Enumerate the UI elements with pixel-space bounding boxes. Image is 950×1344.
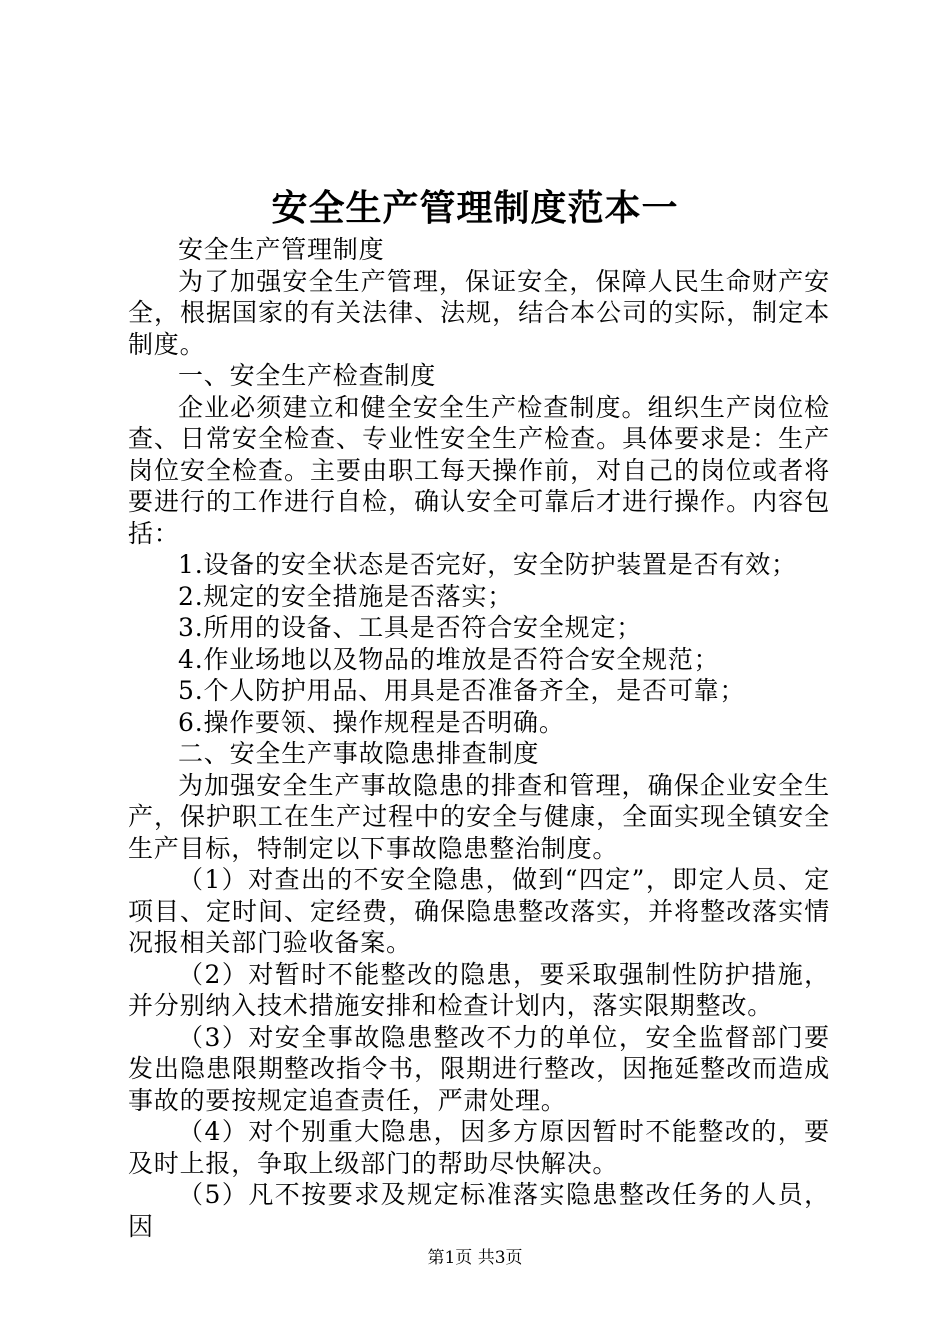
section-heading-2: 二、安全生产事故隐患排查制度: [178, 739, 540, 768]
paragraph-section-2: 为加强安全生产事故隐患的排查和管理，确保企业安全生产，保护职工在生产过程中的安全与健康，全面实现全镇安全生产目标，特制定以下事故隐患整治制度。: [128, 770, 830, 863]
page-number-footer: 第1页 共3页: [427, 1248, 523, 1268]
paragraph-intro: 为了加强安全生产管理，保证安全，保障人民生命财产安全，根据国家的有关法律、法规，结合本公司的实际，制定本制度。: [128, 266, 830, 359]
clause-3: （3）对安全事故隐患整改不力的单位，安全监督部门要发出隐患限期整改指令书，限期进行整改，因拖延整改而造成事故的要按规定追查责任，严肃处理。: [128, 1022, 830, 1115]
document-title: 安全生产管理制度范本一: [271, 187, 679, 229]
paragraph-heading-main: 安全生产管理制度: [178, 235, 385, 264]
section-heading-1: 一、安全生产检查制度: [178, 361, 437, 390]
list-item-5: 5.个人防护用品、用具是否准备齐全，是否可靠；: [178, 676, 746, 705]
clause-5: （5）凡不按要求及规定标准落实隐患整改任务的人员，因: [128, 1180, 830, 1241]
clause-1: （1）对查出的不安全隐患，做到“四定”，即定人员、定项目、定时间、定经费，确保隐患整改落实，并将整改落实情况报相关部门验收备案。: [128, 865, 830, 957]
list-item-6: 6.操作要领、操作规程是否明确。: [178, 707, 565, 737]
list-item-1: 1.设备的安全状态是否完好，安全防护装置是否有效；: [178, 550, 797, 579]
list-item-4: 4.作业场地以及物品的堆放是否符合安全规范；: [178, 644, 720, 674]
list-item-2: 2.规定的安全措施是否落实；: [178, 581, 514, 611]
paragraph-section-1: 企业必须建立和健全安全生产检查制度。组织生产岗位检查、日常安全检查、专业性安全生产检查。具体要求是：生产岗位安全检查。主要由职工每天操作前，对自己的岗位或者将要进行的工作进行自检，确认安全可靠后才进行操作。内容包括：: [128, 392, 830, 548]
document-body: [128, 234, 830, 1242]
clause-2: （2）对暂时不能整改的隐患，要采取强制性防护措施，并分别纳入技术措施安排和检查计划内，落实限期整改。: [128, 959, 830, 1020]
clause-4: （4）对个别重大隐患，因多方原因暂时不能整改的，要及时上报，争取上级部门的帮助尽快解决。: [128, 1117, 830, 1178]
list-item-3: 3.所用的设备、工具是否符合安全规定；: [178, 613, 643, 642]
